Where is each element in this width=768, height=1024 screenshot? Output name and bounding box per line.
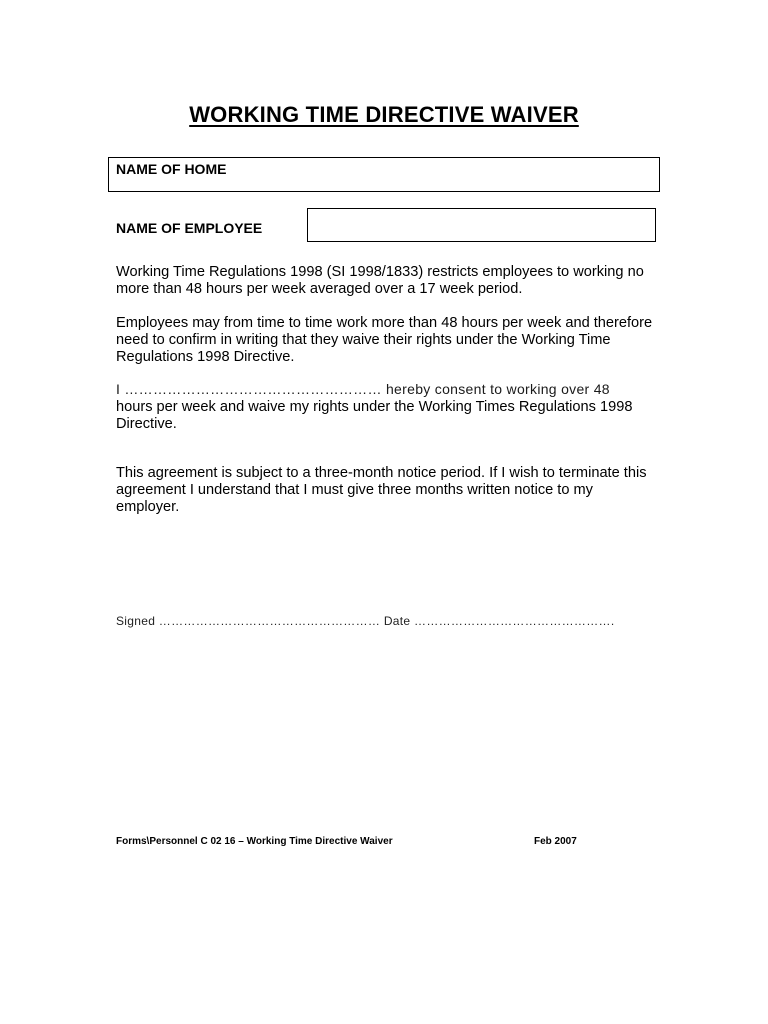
notice-paragraph: This agreement is subject to a three-month notice period. If I wish to terminate this agreement I understand that I must give three months written notice to my employer.: [116, 465, 647, 515]
footer-reference: Forms\Personnel C 02 16 – Working Time Directive Waiver: [116, 836, 393, 847]
consent-paragraph: hours per week and waive my rights under the Working Times Regulations 1998 Directive.: [116, 399, 633, 432]
name-of-employee-field[interactable]: [307, 208, 656, 242]
signature-line: Signed ……………………………………………… Date ………………………………………….: [116, 614, 615, 628]
regulations-paragraph: Working Time Regulations 1998 (SI 1998/1833) restricts employees to working no more than 48 hours per week averaged over a 17 week period.: [116, 264, 644, 297]
name-of-employee-label: NAME OF EMPLOYEE: [116, 220, 263, 236]
name-of-home-label: NAME OF HOME: [116, 161, 227, 177]
name-of-home-field[interactable]: [108, 157, 660, 192]
confirm-paragraph: Employees may from time to time work more than 48 hours per week and therefore need to confirm in writing that they waive their rights under the Working Time Regulations 1998 Directive.: [116, 315, 653, 365]
document-title: WORKING TIME DIRECTIVE WAIVER: [189, 102, 579, 127]
footer-date: Feb 2007: [534, 836, 577, 847]
consent-line: I ……………………………………………… hereby consent to working over 48: [116, 381, 610, 397]
